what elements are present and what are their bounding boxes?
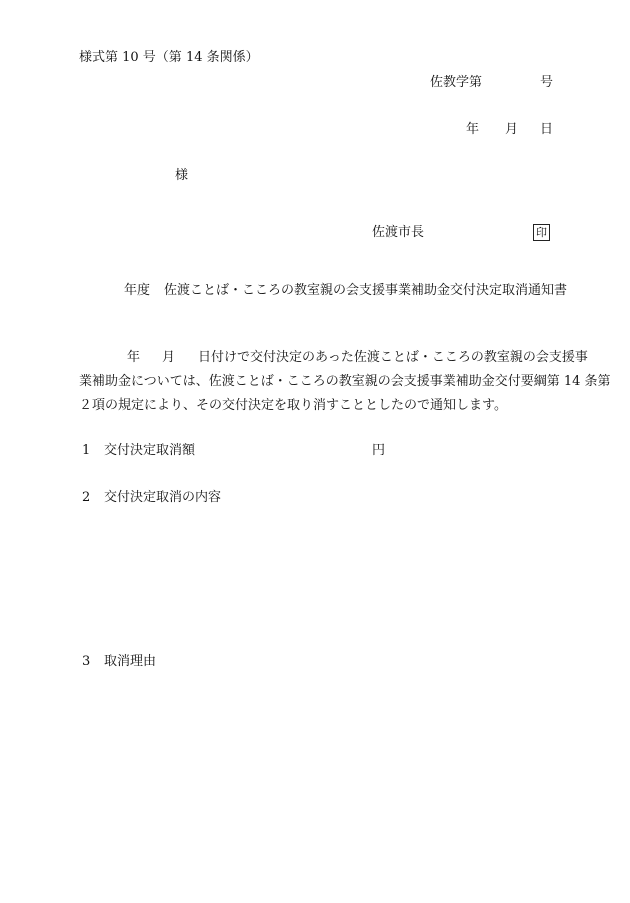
document-title: 佐渡ことば・こころの教室親の会支援事業補助金交付決定取消通知書 xyxy=(164,283,568,298)
item-1-unit: 円 xyxy=(372,443,386,458)
doc-number-prefix: 佐教学第 xyxy=(430,75,483,90)
date-month: 月 xyxy=(505,122,519,137)
item-2-label: 交付決定取消の内容 xyxy=(104,490,222,505)
item-3-number: 3 xyxy=(82,654,91,669)
item-1-number: 1 xyxy=(82,443,91,458)
date-year: 年 xyxy=(466,122,480,137)
form-number: 様式第 10 号（第 14 条関係） xyxy=(79,50,259,65)
item-1-label: 交付決定取消額 xyxy=(104,443,196,458)
doc-number-suffix: 号 xyxy=(540,75,554,90)
sender-title: 佐渡市長 xyxy=(372,225,425,240)
body-month: 月 xyxy=(162,350,176,365)
seal-mark: 印 xyxy=(533,224,550,241)
body-line-1: 日付けで交付決定のあった佐渡ことば・こころの教室親の会支援事 xyxy=(198,350,588,365)
body-year: 年 xyxy=(127,350,141,365)
body-line-3: ２項の規定により、その交付決定を取り消すこととしたので通知します。 xyxy=(79,398,507,413)
date-day: 日 xyxy=(540,122,554,137)
item-3-label: 取消理由 xyxy=(104,654,157,669)
addressee-suffix: 様 xyxy=(175,168,189,183)
item-2-number: 2 xyxy=(82,490,91,505)
body-line-2: 業補助金については、佐渡ことば・こころの教室親の会支援事業補助金交付要綱第 14 条第 xyxy=(79,374,611,389)
title-year: 年度 xyxy=(124,283,151,298)
